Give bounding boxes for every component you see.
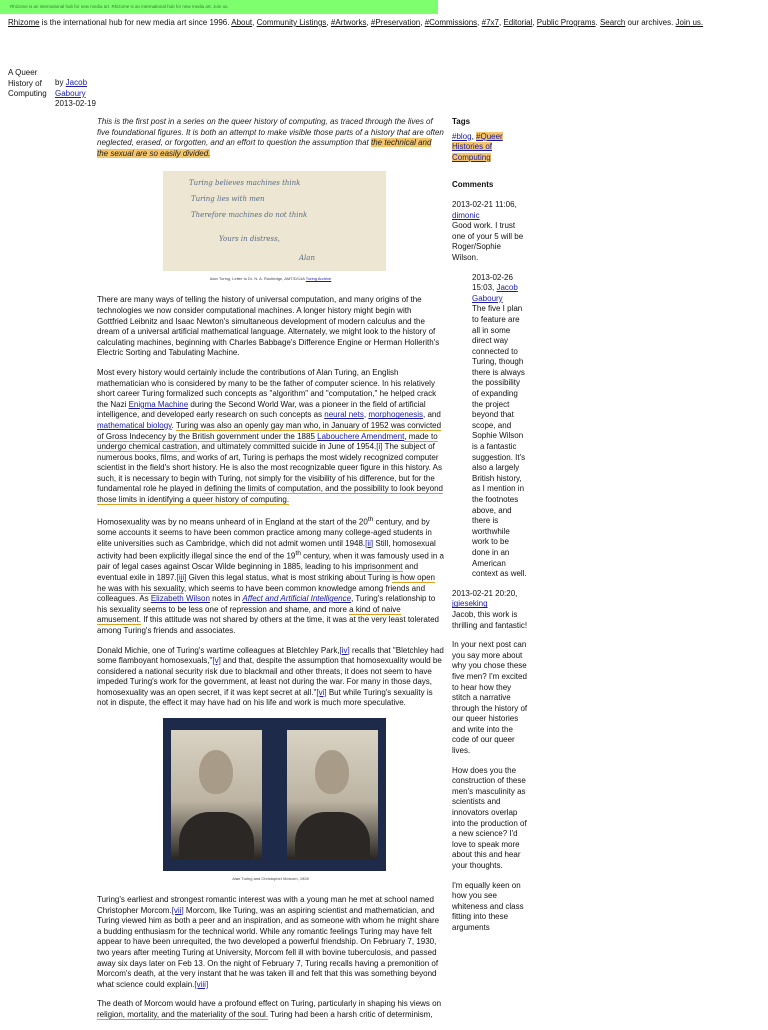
- turing-archive-link[interactable]: Turing Archive: [305, 276, 332, 282]
- nav-link-7x7[interactable]: #7x7: [481, 18, 499, 27]
- letter-line-2: Turing lies with men: [191, 195, 265, 204]
- p5-text-a: Turing's earliest and strongest romantic interest was with a young man he met at school named Christopher Morcom.: [97, 895, 434, 915]
- nav-link-public-programs[interactable]: Public Programs: [536, 18, 596, 27]
- nav-intro-text: is the international hub for new media art since 1996.: [39, 18, 232, 27]
- nav-link-preservation[interactable]: #Preservation: [370, 18, 421, 27]
- p4-text-c: and that, despite the assumption that homosexuality would be considered a national security risk due to blackmail and other threats, it does not seem to have impeded Turing's work for the government, at least not during the war. For many in those days, homosexuality was an open secret, if it was kept secret at all.": [97, 656, 442, 697]
- sidebar: [452, 117, 528, 943]
- neural-nets-link[interactable]: neural nets: [324, 410, 364, 420]
- p2-text-d: , and: [423, 410, 441, 420]
- tags-list: [452, 132, 528, 164]
- p3-text-j: If this attitude was not shared by others at the time, it was at the very least tolerated among Turing's friends and associates.: [97, 615, 439, 635]
- footnote-ref-iii[interactable]: [iii]: [176, 572, 187, 582]
- nav-link-community-listings[interactable]: Community Listings: [256, 18, 327, 27]
- letter-line-1: Turing believes machines think: [189, 179, 301, 188]
- paragraph-1: There are many ways of telling the history of universal computation, and many origins of the technologies we now consider computational machines. A longer history might begin with Gottfried Leibnitz and Isaac Newton's simultaneous development of modern calculus and the dream of a universal artificial mathematical language. Alternately, we might look to the history of calculating machines, beginning with Charles Babbage's Difference Engine or Herman Hollerith's Electric Sorting and Tabulating Machine.: [97, 295, 440, 358]
- paragraph-3: [97, 515, 444, 637]
- comment-header: [452, 200, 528, 221]
- p3-annotation-2: is how open he was with his sexuality: [97, 572, 435, 593]
- p4-text-b: recalls that "Bletchley had some flamboyant homosexuals,": [97, 645, 444, 666]
- morcom-portrait: [287, 730, 378, 859]
- p2-text-f: , and ultimately committed suicide in June of 1954.: [197, 442, 377, 452]
- comment-2-reply: [472, 273, 528, 580]
- author-link[interactable]: Jacob Gaboury: [55, 78, 88, 98]
- footnote-ref-i[interactable]: [i]: [376, 442, 383, 452]
- p2-text-e: .: [171, 420, 176, 430]
- p3-annotation-1: imprisonment: [354, 562, 403, 572]
- footnote-ref-vii[interactable]: [vii]: [171, 905, 184, 915]
- brand-link[interactable]: Rhizome: [8, 18, 40, 27]
- p2-annotation-3: defining the limits of computation, and the possibility to look beyond those limits in identifying a queer history of computing.: [97, 484, 443, 505]
- p6-text-b: Turing had been a harsh critic of determinism,: [268, 1010, 433, 1019]
- p4-text-d: But while Turing's sexuality is not in dispute, the effect it may have had on his life and work is much more speculative.: [97, 687, 433, 708]
- caption-text: Alan Turing, Letter to Dr. N. A. Routledge, AMT/D/14A: [209, 276, 306, 282]
- p2-annotation-2: , made to undergo chemical castration: [97, 431, 438, 452]
- p3-text-f: Given this legal status, what is most striking about Turing: [186, 572, 393, 582]
- nav-link-editorial[interactable]: Editorial: [503, 18, 533, 27]
- p2-text-g: The subject of numerous books, films, and works of art, Turing is perhaps the most widely recognized computer scientist in the field's short history. He is also the most recognizable queer figure in this history. As such, it is necessary to begin with Turing, not simply for the visibility of his difference, but for the fundamental role he played in: [97, 442, 442, 494]
- comments-heading: Comments: [452, 180, 494, 190]
- tag-separator: ,: [471, 131, 477, 141]
- comment-header: [472, 273, 528, 305]
- footnote-ref-ii[interactable]: [ii]: [365, 538, 374, 548]
- enigma-machine-link[interactable]: Enigma Machine: [128, 399, 189, 409]
- intro-text: This is the first post in a series on the queer history of computing, as traced through the lives of five foundational figures. It is both an attempt to make visible those parts of a history that are often neglected, erased, or forgotten, and an effort to question the assumption that: [97, 117, 444, 148]
- tags-heading: Tags: [452, 117, 471, 126]
- paragraph-4: [97, 646, 444, 710]
- footnote-ref-viii[interactable]: [viii]: [194, 979, 209, 989]
- comment-1: [452, 200, 528, 264]
- comment-date: 2013-02-21 11:06,: [452, 199, 517, 209]
- announcement-banner[interactable]: [0, 0, 438, 14]
- p6-text-a: The death of Morcom would have a profound effect on Turing, particularly in shaping his views on: [97, 999, 442, 1009]
- comment-body-p1: Jacob, this work is thrilling and fantastic!: [452, 609, 528, 630]
- letter-line-4: Yours in distress,: [219, 235, 280, 244]
- p3-text-e: and eventual exile in 1897.: [97, 562, 419, 582]
- post-date: 2013-02-19: [55, 99, 96, 109]
- affect-and-ai-link[interactable]: Affect and Artificial Intelligence: [242, 594, 352, 604]
- comment-3: [452, 589, 528, 934]
- nav-link-artworks[interactable]: #Artworks: [330, 18, 367, 27]
- paragraph-2: [97, 368, 444, 506]
- p3-text-d: century, when it was famously used in a pair of legal cases against Oscar Wilde beginning in 1885, leading to his: [97, 551, 444, 572]
- footnote-ref-iv[interactable]: [iv]: [339, 645, 350, 655]
- comment-body: Good work. I trust one of your 5 will be Roger/Sophie Wilson.: [452, 221, 524, 262]
- article-intro: [97, 117, 444, 159]
- intro-highlight: the technical and the sexual are so easily divided.: [97, 138, 432, 158]
- paragraph-6: [97, 999, 444, 1020]
- letter-signature: Alan: [299, 254, 315, 263]
- p3-text-g: , which seems to have been common knowledge among friends and colleagues. As: [97, 583, 426, 604]
- post-byline: [55, 78, 105, 110]
- p3-text-a: Homosexuality was by no means unheard of in England at the start of the 20: [97, 517, 368, 527]
- tag-blog-link[interactable]: #blog: [452, 131, 472, 141]
- p3-sup-1: th: [367, 515, 374, 523]
- comment-author-link[interactable]: dimonic: [452, 210, 480, 220]
- morphogenesis-link[interactable]: morphogenesis: [368, 410, 424, 420]
- site-nav: Rhizome is the international hub for new media art since 1996. About, Community Listings, #Artworks, #Preservation, #Commissions, #7x7, Editorial, Public Programs. Search our archives. Join us.: [8, 18, 704, 27]
- turing-letter-image: [163, 171, 386, 271]
- comment-author-link[interactable]: Jacob Gaboury: [472, 283, 518, 303]
- comment-body-p4: I'm equally keen on how you see whiteness and class fitting into these arguments: [452, 880, 524, 932]
- p2-text-b: during the Second World War, was a pioneer in the field of artificial intelligence, and developed early research on such concepts as: [97, 399, 426, 420]
- elizabeth-wilson-link[interactable]: Elizabeth Wilson: [150, 594, 210, 604]
- p2-text-c: ,: [363, 410, 369, 420]
- letter-line-3: Therefore machines do not think: [191, 211, 308, 220]
- figure-2-caption: Alan Turing and Christopher Morcom, 1928: [232, 876, 309, 882]
- p6-annotation-1: religion, mortality, and the materiality of the soul.: [97, 1010, 269, 1019]
- p3-annotation-3: a kind of naive amusement.: [97, 604, 401, 625]
- p5-text-b: Morcom, like Turing, was an aspiring scientist and mathematician, and Turing viewed him as both a peer and an inspiration, and as someone with whom he might share a budding enthusiasm for the technical world. While any romantic feelings Turing may have felt appear to have been unrequited, the two developed a powerful friendship. On February 7, 1930, two years after meeting Turing at University, Morcom fell ill with bovine tuberculosis, and passed away six days later on Feb 13. On the night of February 7, Turing recalls having a premonition of Morcom's death, at the very instant that he was taken ill and felt that this was something beyond what science could explain.: [97, 905, 440, 989]
- labouchere-amendment-link[interactable]: Labouchere Amendment: [317, 431, 405, 441]
- footnote-ref-vi[interactable]: [vi]: [316, 687, 327, 697]
- nav-link-about[interactable]: About: [231, 18, 253, 27]
- banner-text: Rhizome is an international hub for new media art. Rhizome is an international hub for new media art. Join us.: [10, 4, 229, 9]
- p4-text-a: Donald Michie, one of Turing's wartime colleagues at Bletchley Park,: [97, 645, 340, 655]
- comment-header: [452, 589, 528, 610]
- p3-text-c: Still, homosexual activity had been explicitly illegal since the end of the 19: [97, 538, 436, 561]
- p3-text-i: , Turing's relationship to his sexuality seems to be less one of repression and shame, and more: [97, 594, 436, 614]
- comment-author-link[interactable]: jgieseking: [452, 599, 488, 609]
- nav-link-search[interactable]: Search: [599, 18, 626, 27]
- article-body: [97, 117, 444, 1030]
- figure-1-caption: [97, 276, 444, 282]
- nav-link-commissions[interactable]: #Commissions: [424, 18, 478, 27]
- p2-annotation-1: Turing was also an openly gay man who, in January of 1952 was convicted of Gross Indecency by the British government under the 1885: [97, 420, 442, 441]
- footnote-ref-v[interactable]: [v]: [212, 656, 221, 666]
- byline-prefix: by: [55, 78, 66, 87]
- comment-date: 2013-02-26 15:03,: [472, 272, 513, 293]
- p2-text-a: Most every history would certainly include the contributions of Alan Turing, an English mathematician who is considered by many to be the father of computer science. In his relatively short career Turing formalized such concepts as "algorithm" and "computation," he helped crack the Nazi: [97, 367, 437, 409]
- post-title: A Queer History of Computing: [8, 68, 47, 99]
- nav-archives-text: our archives.: [625, 18, 676, 27]
- p3-text-b: century, and by some accounts it seems to have been common practice among many college-aged students in elite universities such as Cambridge, which did not admit women until 1948.: [97, 517, 432, 548]
- comment-body-p2: In your next post can you say more about why you chose these five men? I'm excited to hear how they stitch a narrative through the history of our queer histories and write into the code of our queer lives.: [452, 640, 528, 756]
- p3-text-h: notes in: [209, 594, 243, 604]
- comment-body-p3: How does you the construction of these men's masculinity as scientists and innovators overlap into the production of a new science? I'd love to speak more about this and hear your thoughts.: [452, 765, 527, 870]
- p3-sup-2: th: [295, 550, 301, 558]
- comment-body: The five I plan to feature are all in some direct way connected to Turing, though there is always the possibility of expanding the project beyond that scope, and Sophie Wilson is a fantastic suggestion. It's also a largely British history, as I mention in the footnotes above, and there is worthwhile work to be done in an American context as well.: [472, 304, 527, 579]
- turing-morcom-photo: [163, 718, 386, 871]
- comment-date: 2013-02-21 20:20,: [452, 588, 518, 598]
- turing-portrait: [171, 730, 262, 859]
- join-link[interactable]: Join us.: [675, 18, 704, 27]
- paragraph-5: [97, 895, 444, 990]
- mathematical-biology-link[interactable]: mathematical biology: [97, 420, 172, 430]
- tag-queer-histories-link[interactable]: #Queer Histories of Computing: [452, 131, 503, 162]
